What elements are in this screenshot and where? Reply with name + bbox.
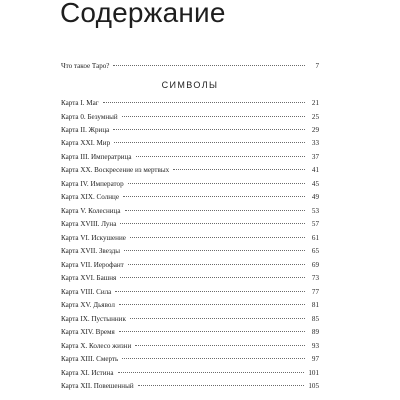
dot-leader — [124, 250, 305, 251]
toc-entry — [61, 381, 319, 391]
toc-entry-label: Карта XIII. Смерть — [61, 355, 119, 363]
toc-entry — [61, 138, 319, 148]
toc-entry — [61, 327, 319, 337]
page-title: Содержание — [60, 0, 226, 28]
toc-entry — [61, 233, 319, 243]
toc-entry — [61, 152, 319, 162]
dot-leader — [122, 358, 305, 359]
toc-entry-page: 25 — [311, 112, 319, 121]
toc-entry-label: Карта XIX. Солнце — [61, 193, 119, 202]
toc-entry-label: Карта XVIII. Луна — [61, 220, 117, 229]
toc-entry-label: Карта XVI. Башня — [61, 274, 117, 283]
toc-entry — [61, 368, 319, 378]
dot-leader — [173, 169, 305, 170]
toc-entry-label: Карта 0. Безумный — [61, 112, 118, 121]
toc-entry-label: Карта XX. Воскресение из мертвых — [61, 166, 170, 175]
toc-entry — [61, 98, 319, 108]
dot-leader — [115, 291, 305, 292]
dot-leader — [118, 372, 305, 373]
toc-entry-page: 101 — [308, 368, 319, 377]
toc-entry-label: Карта II. Жрица — [61, 126, 110, 134]
toc-entry-label: Карта V. Колесница — [61, 206, 121, 215]
dot-leader — [123, 196, 305, 197]
toc-entry-page: 97 — [311, 355, 319, 363]
dot-leader — [114, 142, 305, 143]
toc-entry-label: Карта IX. Пустынник — [61, 314, 126, 323]
toc-entry-page: 21 — [311, 99, 319, 107]
toc-entry-label: Карта XXI. Мир — [61, 139, 111, 148]
toc-entry-label: Карта I. Маг — [61, 99, 99, 107]
dot-leader — [135, 345, 305, 346]
toc-entry — [61, 206, 319, 216]
toc-entry-label: Что такое Таро? — [61, 62, 110, 70]
toc-entry-page: 29 — [311, 126, 319, 134]
toc-entry-page: 33 — [311, 139, 319, 148]
toc-entry — [61, 354, 319, 364]
section-heading: СИМВОЛЫ — [161, 80, 219, 90]
toc-entry-label: Карта X. Колесо жизни — [61, 341, 132, 350]
toc-entry — [61, 179, 319, 189]
toc-entry — [61, 260, 319, 270]
dot-leader — [122, 116, 305, 117]
toc-entry-page: 57 — [311, 220, 319, 229]
toc-entry — [61, 192, 319, 202]
dot-leader — [136, 156, 305, 157]
toc-entry-page: 49 — [311, 193, 319, 202]
toc-entry-page: 89 — [311, 328, 319, 337]
toc-entry-intro — [61, 61, 319, 71]
toc-entry-page: 105 — [308, 382, 319, 390]
toc-entry — [61, 341, 319, 351]
dot-leader — [119, 304, 305, 305]
toc-entry-page: 7 — [315, 62, 319, 70]
toc-entry-page: 73 — [311, 274, 319, 283]
dot-leader — [113, 65, 305, 66]
toc-entry-label: Карта IV. Император — [61, 179, 124, 188]
dot-leader — [103, 102, 305, 103]
toc-entry-page: 65 — [311, 247, 319, 256]
toc-entry-label: Карта XVII. Звезды — [61, 247, 121, 256]
toc-entry-page: 53 — [311, 206, 319, 215]
toc-entry-label: Карта VIII. Сила — [61, 287, 112, 296]
toc-entry-page: 69 — [311, 260, 319, 269]
dot-leader — [128, 264, 305, 265]
dot-leader — [119, 331, 305, 332]
toc-entry — [61, 287, 319, 297]
toc-entry-page: 81 — [311, 301, 319, 310]
dot-leader — [138, 385, 305, 386]
toc-entry-label: Карта VII. Иерофант — [61, 260, 124, 269]
toc-entry-page: 41 — [311, 166, 319, 175]
toc-entry-label: Карта XV. Дьявол — [61, 301, 115, 310]
toc-entry-label: Карта XII. Повешенный — [61, 382, 134, 390]
dot-leader — [120, 277, 305, 278]
toc-entry-label: Карта XI. Истина — [61, 368, 114, 377]
dot-leader — [125, 210, 306, 211]
toc-entry-label: Карта VI. Искушение — [61, 233, 126, 242]
dot-leader — [130, 318, 305, 319]
toc-entry — [61, 300, 319, 310]
toc-entry-page: 93 — [311, 341, 319, 350]
toc-entry-page: 37 — [311, 152, 319, 161]
toc-entry — [61, 165, 319, 175]
toc-entry — [61, 219, 319, 229]
toc-entry-page: 45 — [311, 179, 319, 188]
toc-entry — [61, 125, 319, 135]
toc-entry — [61, 273, 319, 283]
toc-entry — [61, 246, 319, 256]
toc-entry-page: 77 — [311, 287, 319, 296]
dot-leader — [128, 183, 305, 184]
dot-leader — [113, 129, 305, 130]
toc-entry — [61, 314, 319, 324]
toc-entry-label: Карта III. Императрица — [61, 152, 132, 161]
toc-entry-page: 61 — [311, 233, 319, 242]
dot-leader — [130, 237, 305, 238]
toc-entry-page: 85 — [311, 314, 319, 323]
toc-entry — [61, 112, 319, 122]
dot-leader — [120, 223, 305, 224]
toc-entry-label: Карта XIV. Время — [61, 328, 115, 337]
